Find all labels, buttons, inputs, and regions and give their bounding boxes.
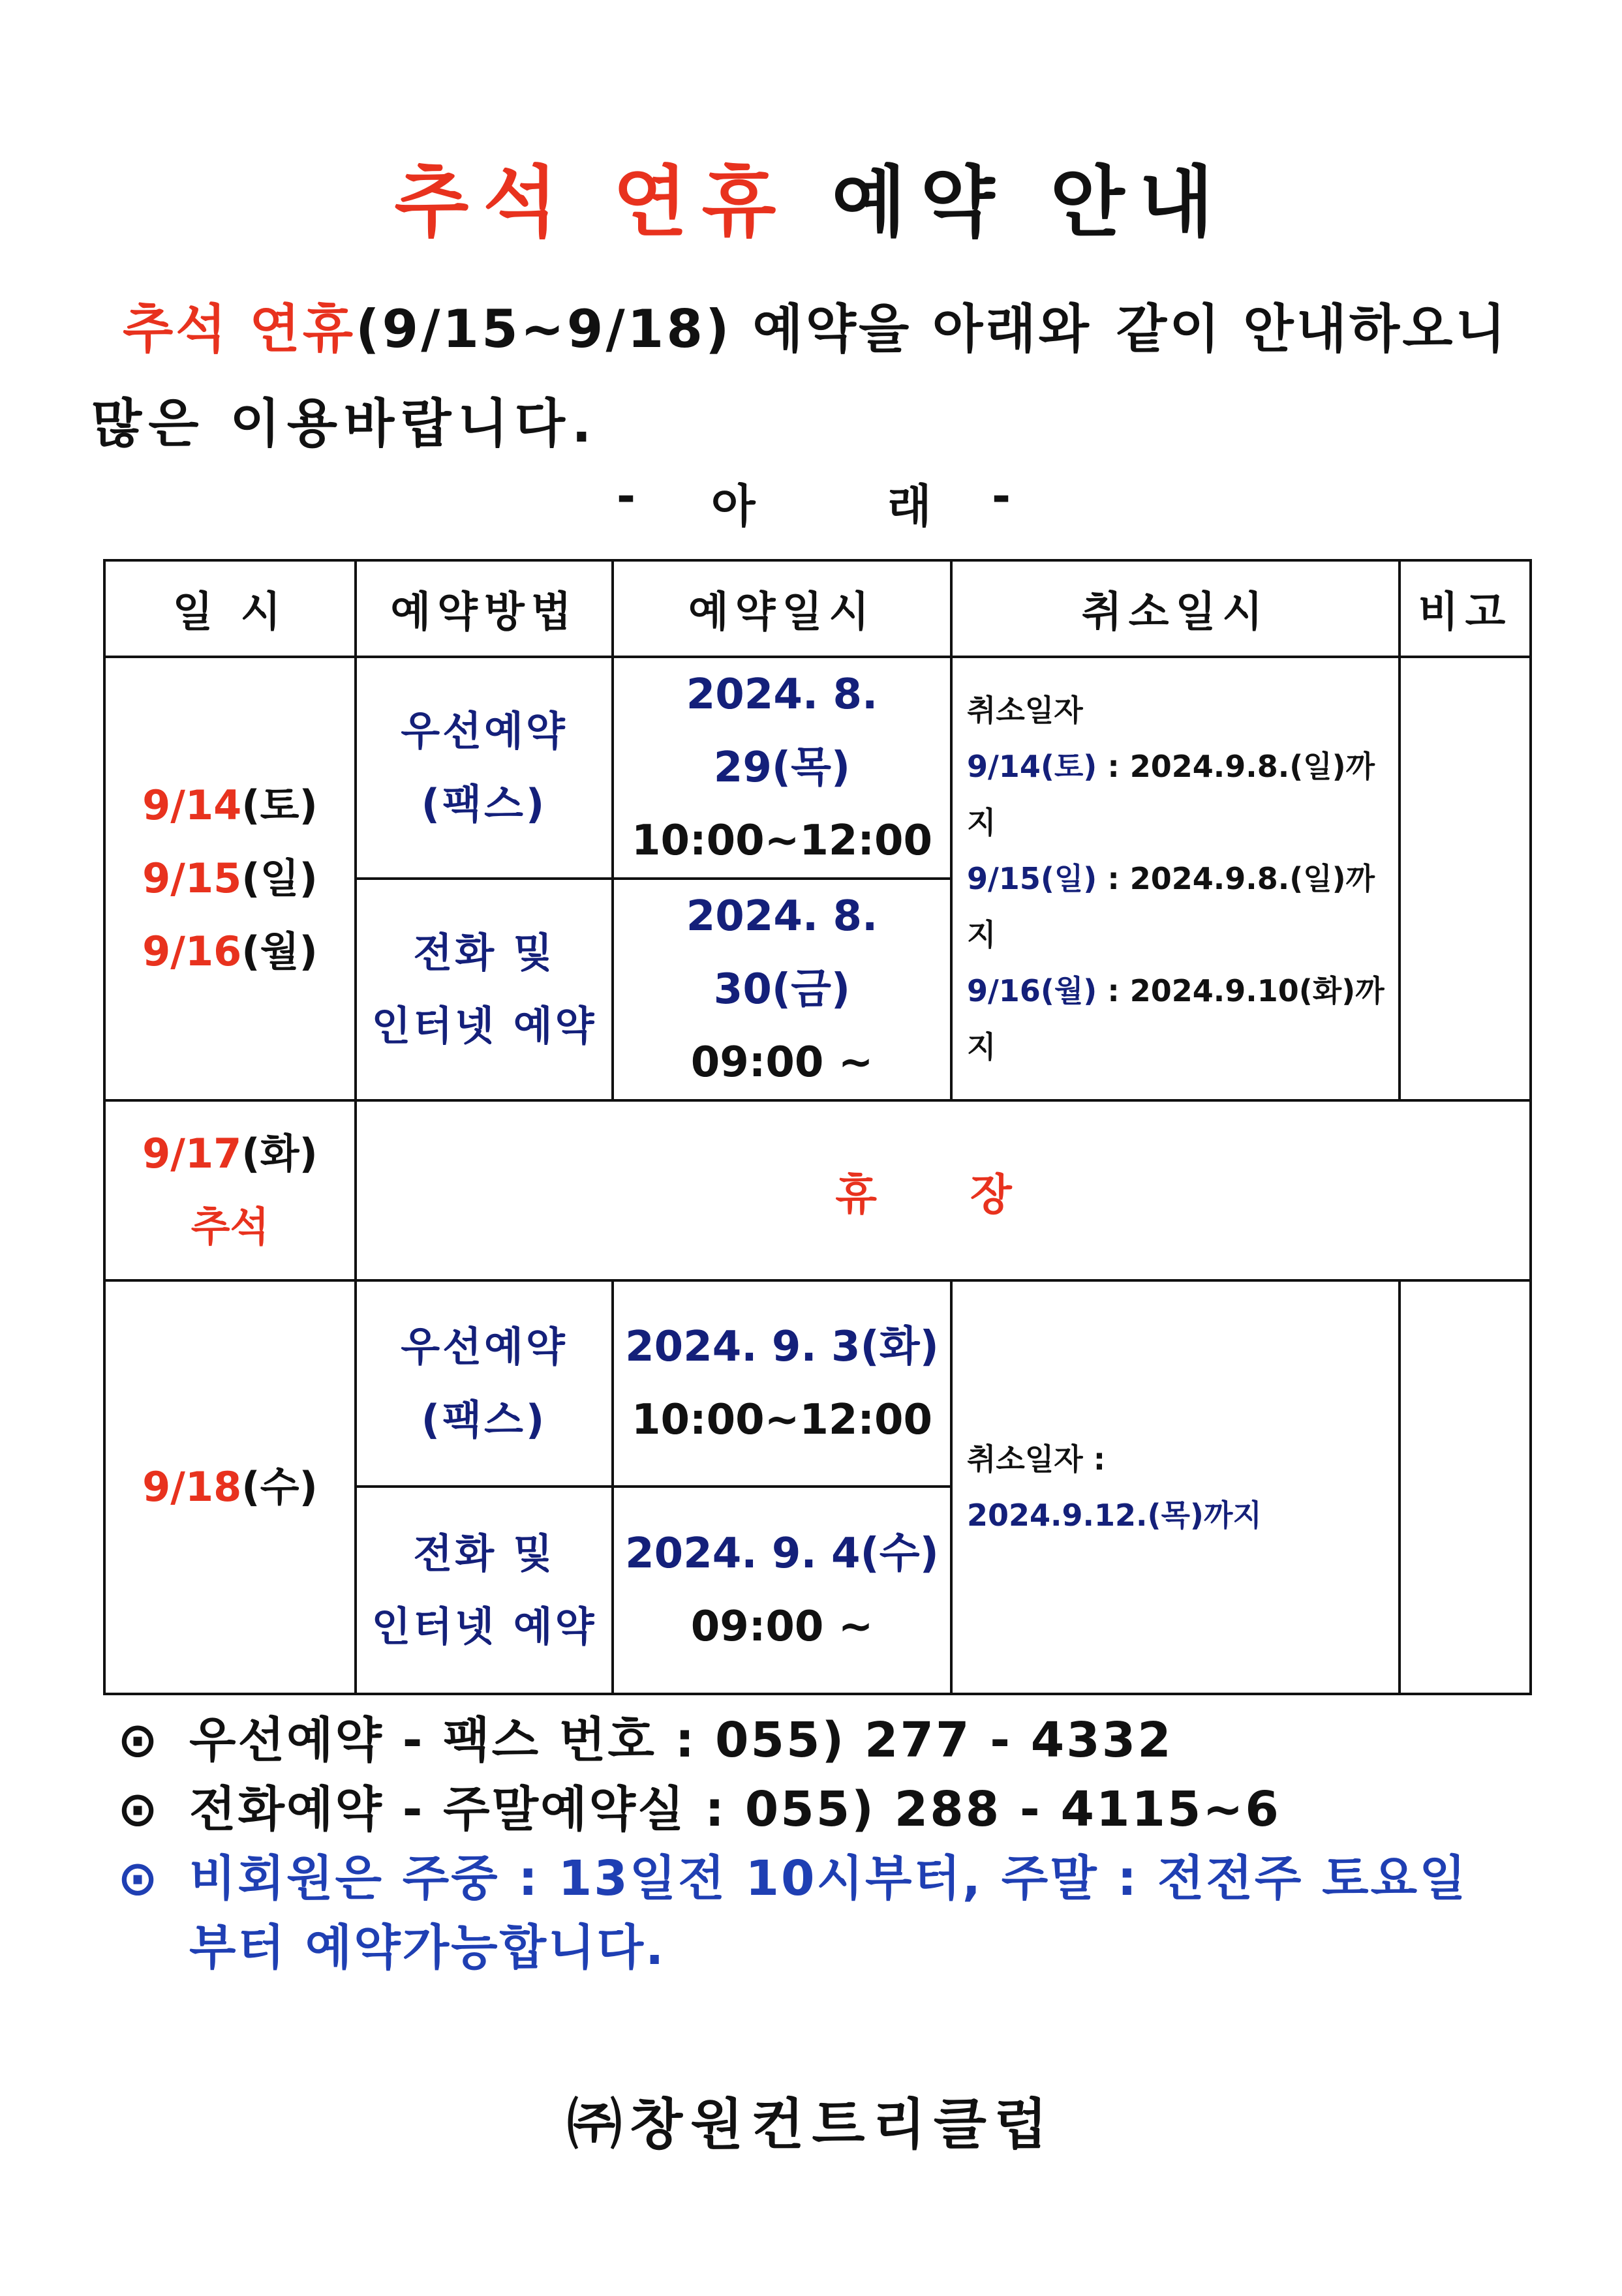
- cancel-day: 9/16(월): [967, 973, 1097, 1008]
- method-sub: (팩스): [421, 1396, 547, 1443]
- note-phone: [117, 1775, 1553, 1844]
- cancel-title: 취소일자 :: [967, 1442, 1106, 1477]
- intro-text-b: 같이 안내하오니: [1116, 299, 1508, 359]
- intro-highlight: 추석 연휴: [123, 299, 356, 359]
- method-cell: [356, 879, 613, 1100]
- cancel-cell: [951, 1280, 1400, 1694]
- note-phone-text: 전화예약 - 주말예약실 : 055) 288 - 4115~6: [189, 1781, 1281, 1837]
- header-date: 일 시: [104, 560, 356, 657]
- reserve-date: 2024. 8. 30(금): [686, 892, 878, 1014]
- intro-text-a: (9/15~9/18) 예약을 아래와: [355, 299, 1092, 359]
- reserve-time: 10:00~12:00: [631, 817, 933, 865]
- reserve-date: 2024. 9. 4(수): [625, 1530, 939, 1578]
- closed-cell: 휴 장: [356, 1100, 1531, 1280]
- method-label: 우선예약: [401, 1323, 568, 1370]
- note-nonmember-text-1: 비회원은 주중 : 13일전 10시부터, 주말 : 전전주 토요일: [189, 1850, 1468, 1907]
- cancel-deadline: 2024.9.12.(목)까지: [967, 1498, 1262, 1533]
- method-cell: [356, 1280, 613, 1487]
- bullet-icon: ⊙: [117, 1781, 161, 1837]
- date-cell-9-18: [104, 1280, 356, 1694]
- table-row-holiday: [104, 1100, 1531, 1280]
- date-num: 9/18: [142, 1463, 242, 1511]
- date-num: 9/14: [142, 781, 242, 829]
- cancel-day: 9/15(일): [967, 861, 1097, 896]
- note-nonmember-cont: 부터 예약가능합니다.: [189, 1920, 666, 1976]
- reserve-date: 2024. 8. 29(목): [686, 671, 878, 792]
- reserve-date-cell: [613, 657, 951, 879]
- method-sub: 인터넷 예약: [371, 1603, 597, 1650]
- title-highlight: 추석 연휴: [394, 157, 791, 247]
- table-row: [104, 1280, 1531, 1487]
- method-cell: [356, 1487, 613, 1694]
- note-fax-text: 우선예약 - 팩스 번호 : 055) 277 - 4332: [189, 1712, 1173, 1768]
- date-day: (토): [241, 781, 318, 829]
- page-title: [0, 140, 1622, 251]
- date-num: 9/15: [142, 854, 242, 902]
- header-cancel-date: 취소일시: [951, 560, 1400, 657]
- method-sub: (팩스): [421, 780, 547, 828]
- table-row: [104, 657, 1531, 879]
- remarks-cell: [1400, 657, 1531, 1100]
- header-remarks: 비고: [1400, 560, 1531, 657]
- method-label: 전화 및: [413, 1530, 555, 1577]
- date-num: 9/16: [142, 928, 242, 975]
- cancel-day: 9/14(토): [967, 749, 1097, 784]
- cancel-deadline: : 2024.9.8.(일)까지: [967, 861, 1375, 952]
- intro-line-2: 많은 이용바랍니다.: [91, 393, 598, 454]
- bullet-icon: ⊙: [117, 1712, 161, 1768]
- reserve-date: 2024. 9. 3(화): [625, 1323, 939, 1371]
- cancel-deadline: : 2024.9.10(화)까지: [967, 973, 1385, 1065]
- note-nonmember: [117, 1844, 1553, 1913]
- holiday-label: 추석: [191, 1203, 269, 1250]
- reserve-time: 09:00 ~: [690, 1603, 874, 1651]
- heading-dash-right: -: [992, 470, 1011, 523]
- date-cell-9-17: [104, 1100, 356, 1280]
- method-sub: 인터넷 예약: [371, 1002, 597, 1050]
- title-rest: 예약 안내: [831, 157, 1228, 247]
- heading-char-1: 아: [711, 479, 756, 533]
- method-label: 전화 및: [413, 929, 555, 976]
- date-day: (화): [241, 1130, 318, 1177]
- heading-dash-left: -: [617, 470, 636, 523]
- reserve-time: 09:00 ~: [690, 1038, 874, 1087]
- cancel-title: 취소일자: [967, 693, 1083, 728]
- date-day: (일): [241, 854, 318, 902]
- reserve-date-cell: [613, 1487, 951, 1694]
- cancel-cell: [951, 657, 1400, 1100]
- date-num: 9/17: [142, 1130, 242, 1177]
- intro-line-1: [91, 287, 1540, 362]
- table-header-row: [104, 560, 1531, 657]
- date-day: (월): [241, 928, 318, 975]
- cancel-deadline: : 2024.9.8.(일)까지: [967, 749, 1375, 840]
- company-name: ㈜창원컨트리클럽: [566, 2092, 1055, 2156]
- notes-list: [117, 1706, 1553, 1982]
- reserve-date-cell: [613, 879, 951, 1100]
- method-label: 우선예약: [401, 707, 568, 755]
- bullet-icon: ⊙: [117, 1850, 161, 1907]
- note-fax: [117, 1706, 1553, 1775]
- reservation-table: [103, 559, 1532, 1695]
- date-day: (수): [241, 1463, 318, 1511]
- reserve-time: 10:00~12:00: [631, 1396, 933, 1444]
- header-method: 예약방법: [356, 560, 613, 657]
- reserve-date-cell: [613, 1280, 951, 1487]
- heading-char-2: 래: [887, 479, 932, 533]
- method-cell: [356, 657, 613, 879]
- header-reserve-date: 예약일시: [613, 560, 951, 657]
- date-cell-9-14-16: [104, 657, 356, 1100]
- remarks-cell: [1400, 1280, 1531, 1694]
